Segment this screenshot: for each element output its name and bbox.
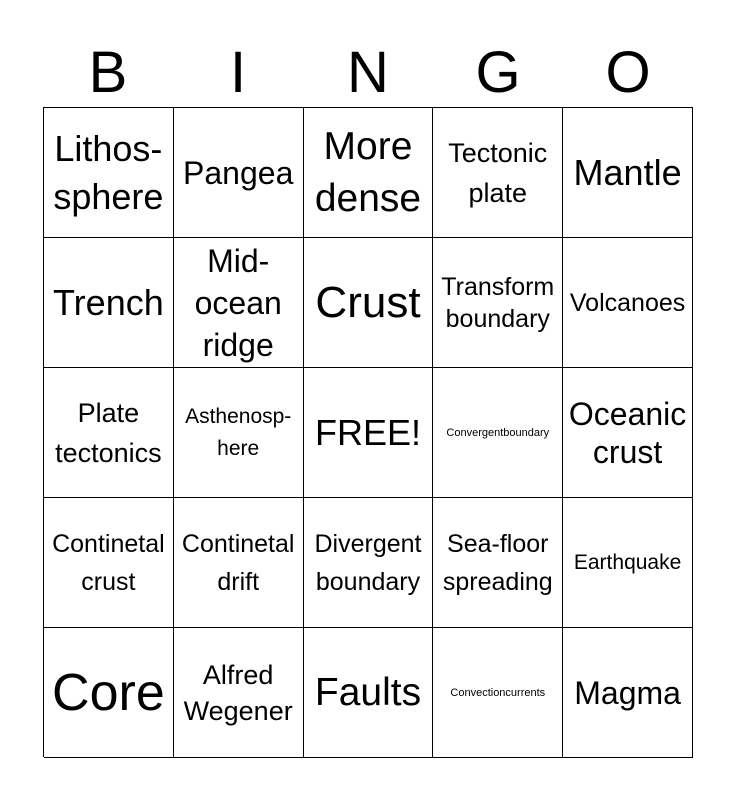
bingo-cell	[433, 628, 563, 758]
cell-text: Core	[52, 663, 165, 722]
bingo-header	[43, 40, 693, 106]
bingo-cell	[44, 108, 174, 238]
bingo-cell	[563, 498, 693, 628]
board-row	[44, 628, 693, 758]
cell-text: Faults	[314, 670, 422, 714]
cell-text: Magma	[574, 674, 681, 711]
cell-text: Transform boundary	[441, 272, 555, 333]
header-letter-n: N	[347, 40, 389, 105]
cell-text: Convergentboundary	[446, 426, 550, 439]
cell-text: Continetal drift	[181, 529, 295, 596]
bingo-cell	[304, 628, 434, 758]
cell-text: Earthquake	[573, 550, 682, 574]
bingo-cell	[563, 238, 693, 368]
cell-text: Sea-floor spreading	[442, 529, 553, 596]
bingo-cell	[44, 368, 174, 498]
bingo-cell	[304, 238, 434, 368]
cell-text: Continetal crust	[52, 529, 165, 596]
cell-text: Tectonic plate	[448, 137, 548, 208]
header-letter-g: G	[475, 40, 521, 105]
bingo-cell	[44, 238, 174, 368]
bingo-cell	[563, 628, 693, 758]
bingo-cell	[174, 368, 304, 498]
bingo-cell	[563, 368, 693, 498]
bingo-cell	[433, 368, 563, 498]
cell-text: Alfred Wegener	[183, 659, 293, 726]
bingo-cell	[44, 628, 174, 758]
cell-text: Trench	[53, 281, 164, 323]
bingo-cell	[174, 498, 304, 628]
bingo-cell	[174, 108, 304, 238]
bingo-cell	[304, 108, 434, 238]
header-letter-i: I	[229, 40, 247, 105]
cell-text: FREE!	[314, 411, 421, 453]
bingo-cell	[433, 108, 563, 238]
cell-text: Oceanic crust	[568, 395, 687, 470]
bingo-cell	[563, 108, 693, 238]
cell-text: Plate tectonics	[55, 397, 162, 468]
cell-text: Asthenosp-here	[185, 404, 292, 460]
header-letter-o: O	[605, 40, 651, 105]
bingo-cell	[304, 498, 434, 628]
board-row	[44, 368, 693, 498]
board-row	[44, 108, 693, 238]
bingo-cell	[433, 498, 563, 628]
board-row	[44, 498, 693, 628]
cell-text: Convectioncurrents	[450, 686, 546, 699]
cell-text: Pangea	[183, 154, 294, 191]
bingo-cell	[433, 238, 563, 368]
cell-text: More dense	[314, 124, 422, 220]
bingo-board	[43, 107, 693, 757]
cell-text: Mid-ocean ridge	[194, 242, 282, 363]
cell-text: Volcanoes	[569, 288, 686, 317]
cell-text: Lithos-sphere	[53, 127, 164, 217]
cell-text: Mantle	[573, 151, 682, 193]
cell-text: Divergent boundary	[314, 529, 422, 596]
bingo-cell	[174, 238, 304, 368]
bingo-cell	[44, 498, 174, 628]
cell-text: Crust	[315, 277, 421, 327]
bingo-cell	[174, 628, 304, 758]
bingo-cell	[304, 368, 434, 498]
board-row	[44, 238, 693, 368]
header-letter-b: B	[88, 40, 128, 105]
